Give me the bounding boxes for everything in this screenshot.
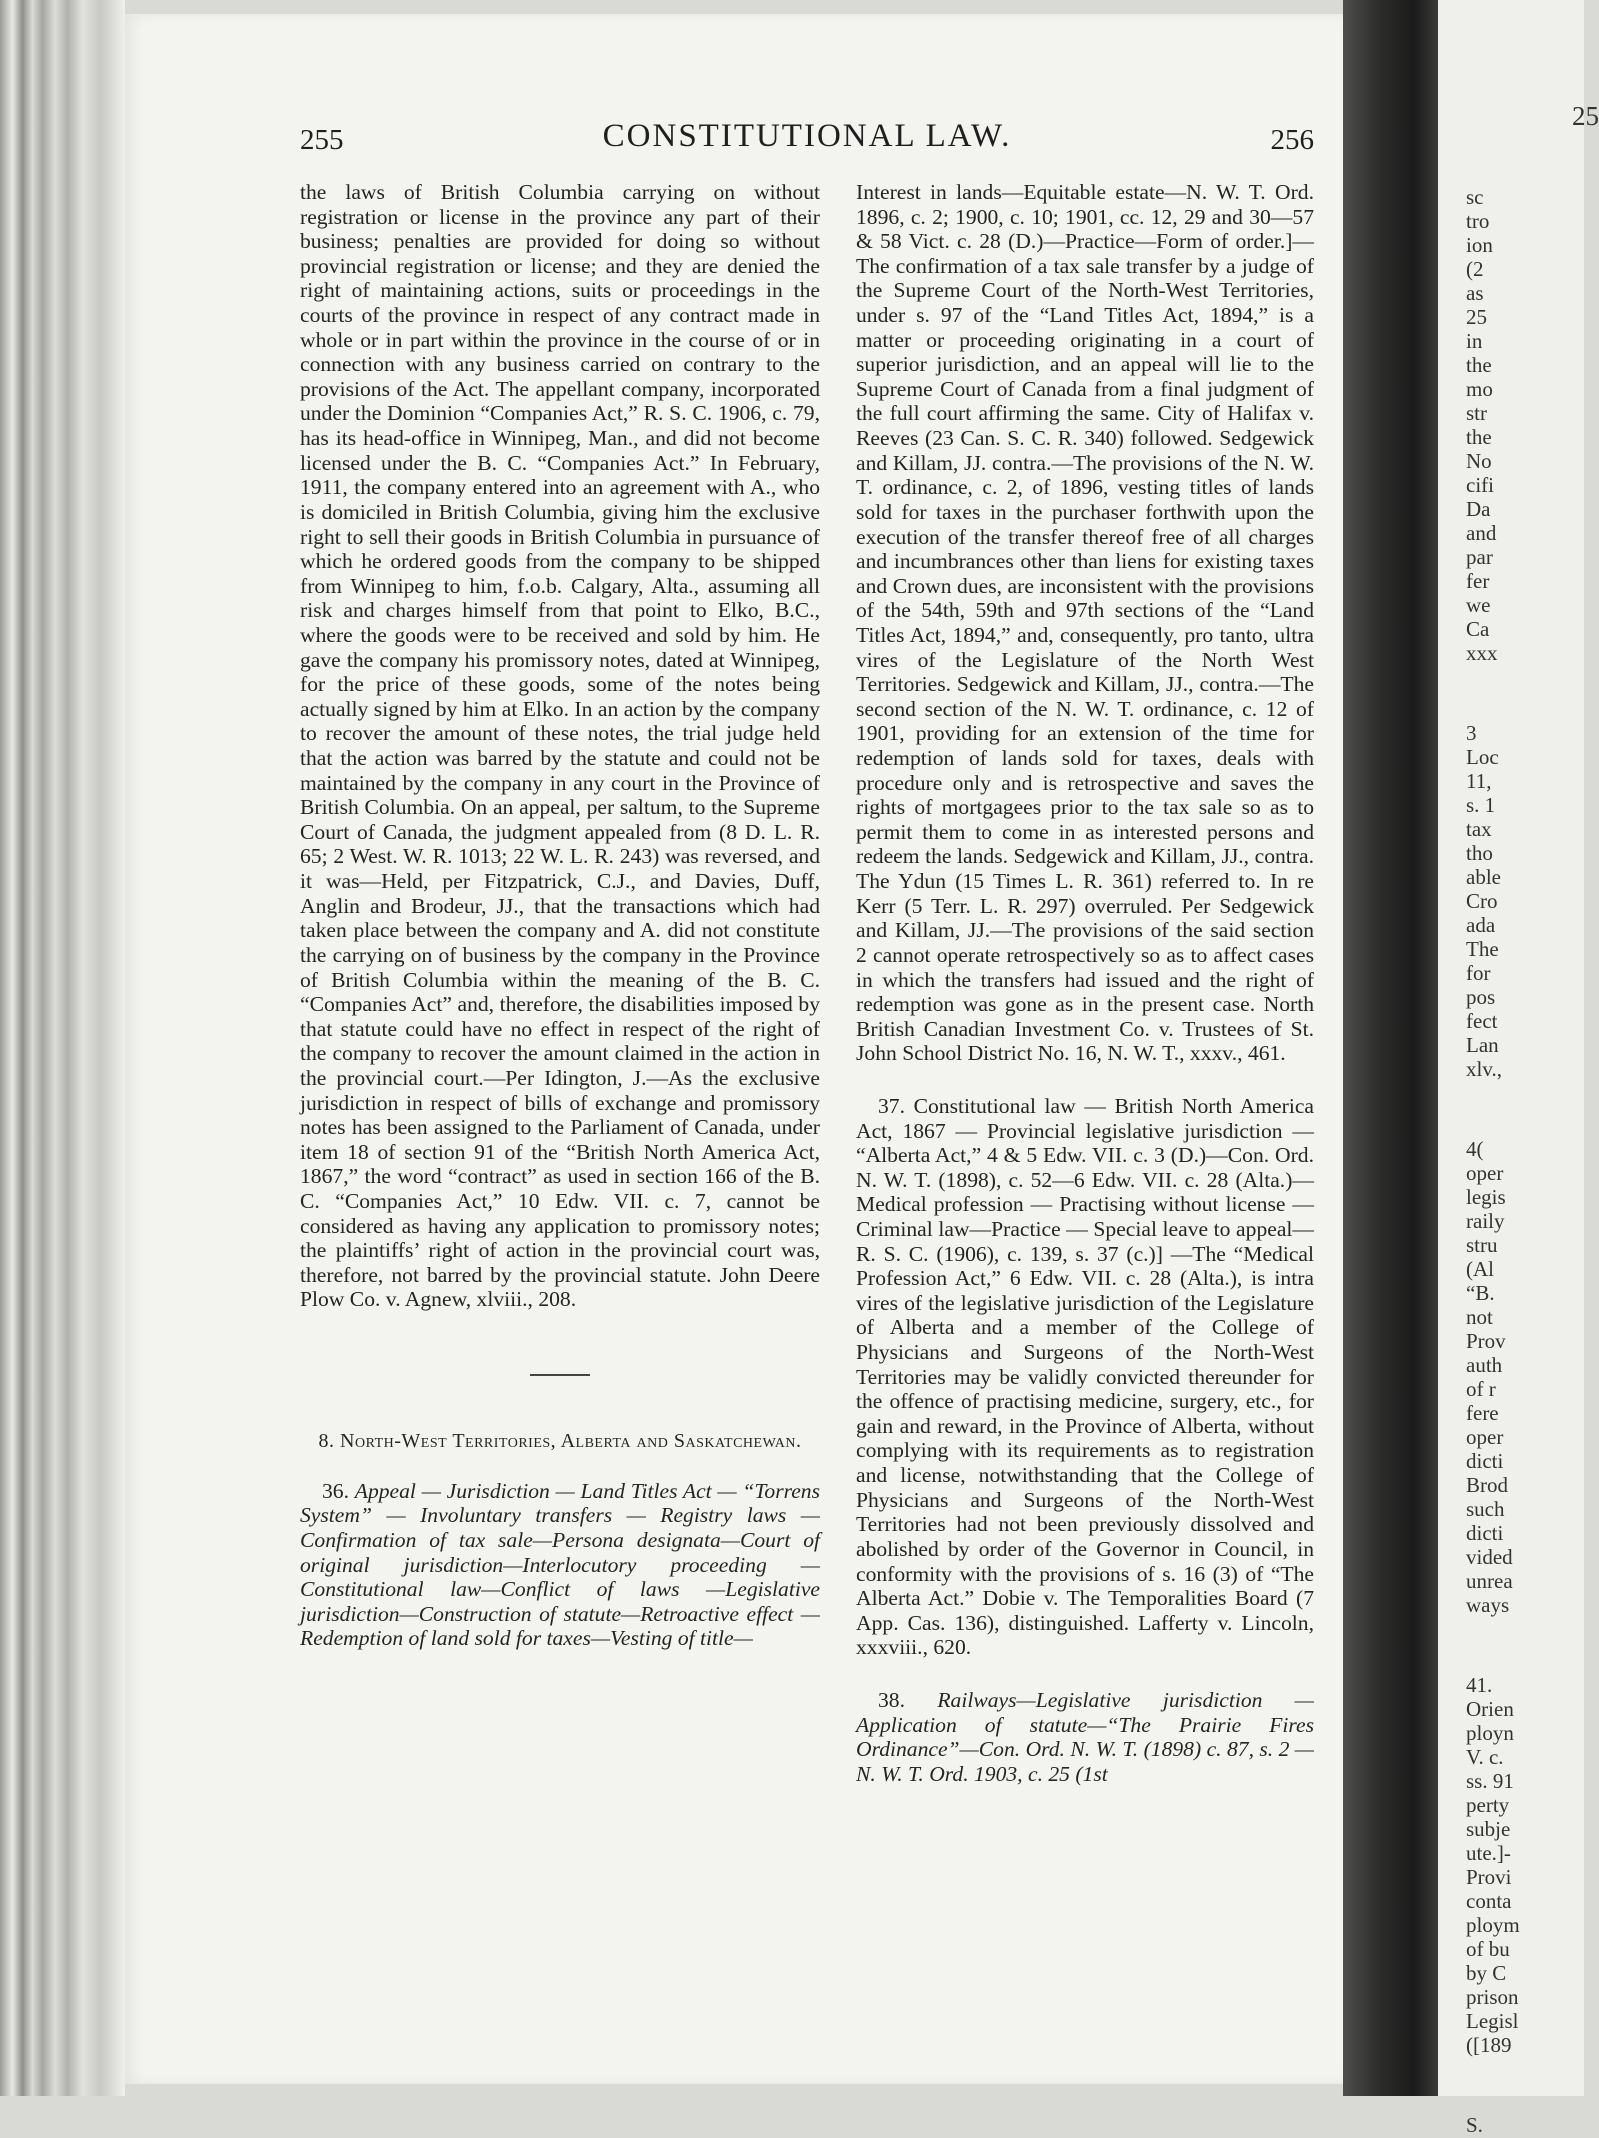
facing-page-line: raily	[1466, 1209, 1505, 1233]
facing-page-line: oper	[1466, 1161, 1504, 1185]
facing-page-line: 25	[1466, 305, 1487, 329]
paragraph-36	[300, 1479, 820, 1651]
headnote-text: Constitutional law — British North America Act, 1867 — Provincial legislative jurisdiction — “Alberta Act,” 4 & 5 Edw. VII. c. 3 (D.)—Con. Ord. N. W. T. (1898), c. 52—6 Edw. VII. c. 28 (Alta.)—Medical profession — Practising without license — Criminal law—Practice — Special leave to appeal—R. S. C. (1906), c. 139, s. 37 (c.)] —The “Medical Profession Act,” 6 Edw. VII. c. 28 (Alta.), is intra vires of the legislative jurisdiction of the Legislature of Alberta and a member of the College of Physicians and Surgeons of the North-West Territories may be validly convicted thereunder for the offence of practising medicine, surgery, etc., for gain and reward, in the Province of Alberta, without complying with its requirements as to registration and license, notwithstanding that the College of Physicians and Surgeons of the North-West Territories had not been previously dissolved and abolished by order of the Governor in Council, in conformity with the provisions of s. 16 (3) of “The Alberta Act.” Dobie v. The Temporalities Board (7 App. Cas. 136), distinguished. Lafferty v. Lincoln, xxxviii., 620.	[856, 1093, 1314, 1660]
facing-page-line: able	[1466, 865, 1501, 889]
facing-page-line: Loc	[1466, 745, 1499, 769]
facing-page-line: unrea	[1466, 1569, 1513, 1593]
facing-page-line: par	[1466, 545, 1493, 569]
facing-page-line: V. c.	[1466, 1745, 1504, 1769]
facing-page-line: tax	[1466, 817, 1492, 841]
facing-page-line: “B.	[1466, 1281, 1495, 1305]
facing-page-line: Prov	[1466, 1329, 1506, 1353]
facing-page-line	[1466, 1618, 1526, 1674]
facing-page-line: pos	[1466, 985, 1496, 1009]
running-title: CONSTITUTIONAL LAW.	[602, 118, 1012, 154]
facing-page-line: S.	[1466, 2113, 1483, 2137]
facing-page-line: Brod	[1466, 1473, 1508, 1497]
facing-page-line: (Al	[1466, 1257, 1494, 1281]
paragraph-38	[856, 1688, 1314, 1786]
facing-page-line: 3	[1466, 721, 1477, 745]
facing-page-line: ada	[1466, 913, 1496, 937]
facing-page-line: Cro	[1466, 889, 1498, 913]
facing-page	[1438, 0, 1599, 2137]
facing-page-line: ways	[1466, 1593, 1510, 1617]
facing-page-line: by C	[1466, 1961, 1507, 1985]
facing-page-line: Legisl	[1466, 2009, 1519, 2033]
paragraph-37	[856, 1094, 1314, 1660]
facing-page-line: Ca	[1466, 617, 1490, 641]
facing-page-line: ss. 91	[1466, 1769, 1514, 1793]
facing-page-line: stru	[1466, 1233, 1498, 1257]
paragraph-36-continued: Interest in lands—Equitable estate—N. W. T. Ord. 1896, c. 2; 1900, c. 10; 1901, cc. 12, 29 and 30—57 & 58 Vict. c. 28 (D.)—Practice—Form of order.]—The confirmation of a tax sale transfer by a judge of the Supreme Court of the North-West Territories, under s. 97 of the “Land Titles Act, 1894,” is a matter or proceeding originating in a court of superior jurisdiction, and an appeal will lie to the Supreme Court of Canada from a final judgment of the full court affirming the same. City of Halifax v. Reeves (23 Can. S. C. R. 340) followed. Sedgewick and Killam, JJ. contra.—The provisions of the N. W. T. ordinance, c. 2, of 1896, vesting titles of lands sold for taxes in the purchaser forthwith upon the execution of the transfer thereof free of all charges and incumbrances other than liens for existing taxes and Crown dues, are inconsistent with the provisions of the 54th, 59th and 97th sections of the “Land Titles Act, 1894,” and, consequently, pro tanto, ultra vires of the Legislature of the North West Territories. Sedgewick and Killam, JJ., contra.—The second section of the N. W. T. ordinance, c. 12 of 1901, providing for an extension of the time for redemption of lands sold for taxes, deals with procedure only and is retrospective and saves the rights of mortgagees prior to the tax sale so as to permit them to come in as interested persons and redeem the lands. Sedgewick and Killam, JJ., contra. The Ydun (15 Times L. R. 361) referred to. In re Kerr (5 Terr. L. R. 297) overruled. Per Sedgewick and Killam, JJ.—The provisions of the said section 2 cannot operate retrospectively so as to affect cases in which the transfers had issued and the right of redemption was gone as in the present case. North British Canadian Investment Co. v. Trustees of St. John School District No. 16, N. W. T., xxxv., 461.	[856, 180, 1314, 1066]
facing-page-line: Lan	[1466, 1033, 1499, 1057]
section-divider	[530, 1374, 590, 1376]
facing-page-line: for	[1466, 961, 1491, 985]
facing-page-line: subje	[1466, 1817, 1511, 1841]
facing-page-line: and	[1466, 521, 1497, 545]
facing-page-line: tho	[1466, 841, 1493, 865]
facing-page-line: the	[1466, 425, 1492, 449]
facing-page-line: 4(	[1466, 1137, 1484, 1161]
facing-page-line: 11,	[1466, 769, 1492, 793]
facing-page-line: xlv.,	[1466, 1057, 1502, 1081]
paragraph-number: 36.	[322, 1478, 349, 1503]
facing-page-line: oper	[1466, 1425, 1504, 1449]
facing-page-line	[1466, 1082, 1526, 1138]
facing-page-line	[1466, 2058, 1526, 2114]
facing-page-line: not	[1466, 1305, 1493, 1329]
paragraph-number: 37.	[878, 1093, 905, 1118]
headnote-text: Railways—Legislative jurisdiction — Application of statute—“The Prairie Fires Ordinance”—Con. Ord. N. W. T. (1898) c. 87, s. 2 — N. W. T. Ord. 1903, c. 25 (1st	[856, 1687, 1314, 1786]
facing-page-line: sc	[1466, 185, 1484, 209]
facing-page-line: Provi	[1466, 1865, 1512, 1889]
facing-page-line: tro	[1466, 209, 1490, 233]
page-number-left: 255	[300, 124, 344, 156]
headnote-text: Appeal — Jurisdiction — Land Titles Act — “Torrens System” — Involuntary transfers — Registry laws — Confirmation of tax sale—Persona designata—Court of original jurisdiction—Interlocutory proceeding — Constitutional law—Conflict of laws —Legislative jurisdiction—Construction of statute—Retroactive effect — Redemption of land sold for taxes—Vesting of title—	[300, 1478, 820, 1651]
section-heading: 8. North-West Territories, Alberta and Saskatchewan.	[318, 1430, 802, 1453]
facing-page-line: Da	[1466, 497, 1491, 521]
page-header	[300, 118, 1314, 166]
facing-page-line: the	[1466, 353, 1492, 377]
facing-page-line: perty	[1466, 1793, 1510, 1817]
facing-page-line: auth	[1466, 1353, 1503, 1377]
book-gutter-shadow	[1343, 0, 1438, 2096]
facing-page-line: ploym	[1466, 1913, 1520, 1937]
facing-page-line: Orien	[1466, 1697, 1514, 1721]
facing-page-line: in	[1466, 329, 1483, 353]
facing-page-number: 25	[1572, 101, 1599, 131]
facing-page-line: vided	[1466, 1545, 1513, 1569]
facing-page-text	[1466, 186, 1526, 2138]
facing-page-line: we	[1466, 593, 1491, 617]
facing-page-line: fer	[1466, 569, 1490, 593]
facing-page-line: of r	[1466, 1377, 1496, 1401]
facing-page-line: str	[1466, 401, 1487, 425]
left-column	[300, 180, 820, 2050]
facing-page-line: dicti	[1466, 1449, 1504, 1473]
paragraph-number: 38.	[878, 1687, 905, 1712]
facing-page-line: fere	[1466, 1401, 1499, 1425]
facing-page-line: 41.	[1466, 1673, 1493, 1697]
facing-page-line: ute.]-	[1466, 1841, 1511, 1865]
facing-page-line: The	[1466, 937, 1499, 961]
right-column	[856, 180, 1314, 2050]
page-number-right: 256	[1270, 124, 1314, 156]
facing-page-line: conta	[1466, 1889, 1512, 1913]
facing-page-line: as	[1466, 281, 1484, 305]
facing-page-line: of bu	[1466, 1937, 1510, 1961]
facing-page-line: ployn	[1466, 1721, 1514, 1745]
facing-page-line: prison	[1466, 1985, 1519, 2009]
facing-page-line: ([189	[1466, 2033, 1512, 2057]
facing-page-line: legis	[1466, 1185, 1506, 1209]
facing-page-line: No	[1466, 449, 1492, 473]
facing-page-line: mo	[1466, 377, 1493, 401]
paragraph-continued: the laws of British Columbia carrying on without registration or license in the province any part of their business; penalties are provided for doing so without provincial registration or license; and they are denied the right of maintaining actions, suits or proceedings in the courts of the province in respect of any contract made in whole or in part within the province in the course of or in connection with any business carried on contrary to the provisions of the Act. The appellant company, incorporated under the Dominion “Companies Act,” R. S. C. 1906, c. 79, has its head-office in Winnipeg, Man., and did not become licensed under the B. C. “Companies Act.” In February, 1911, the company entered into an agreement with A., who is domiciled in British Columbia, giving him the exclusive right to sell their goods in British Columbia in pursuance of which he ordered goods from the company to be shipped from Winnipeg to him, f.o.b. Calgary, Alta., assuming all risk and charges himself from that point to Elko, B.C., where the goods were to be received and sold by him. He gave the company his promissory notes, dated at Winnipeg, for the price of these goods, some of the notes being actually signed by him at Elko. In an action by the company to recover the amount of these notes, the trial judge held that the action was barred by the statute and could not be maintained by the company in any court in the Province of British Columbia. On an appeal, per saltum, to the Supreme Court of Canada, the judgment appealed from (8 D. L. R. 65; 2 West. W. R. 1013; 22 W. L. R. 243) was reversed, and it was—Held, per Fitzpatrick, C.J., and Davies, Duff, Anglin and Brodeur, JJ., that the transactions which had taken place between the company and A. did not constitute the carrying on of business by the company in the Province of British Columbia within the meaning of the B. C. “Companies Act” and, therefore, the disabilities imposed by that statute could have no effect in respect of the right of the company to recover the amount claimed in the action in the provincial court.—Per Idington, J.—As the exclusive jurisdiction in respect of bills of exchange and promissory notes has been assigned to the Parliament of Canada, under item 18 of section 91 of the “British North America Act, 1867,” the word “contract” as used in section 166 of the B. C. “Companies Act,” 10 Edw. VII. c. 7, cannot be considered as having any application to promissory notes; the plaintiffs’ right of action in the provincial court was, therefore, not barred by the provincial statute. John Deere Plow Co. v. Agnew, xlviii., 208.	[300, 180, 820, 1312]
facing-page-line: cifi	[1466, 473, 1494, 497]
facing-page-line	[1466, 666, 1526, 722]
book-spine-edge	[0, 0, 125, 2096]
facing-page-line: (2	[1466, 257, 1484, 281]
facing-page-line: fect	[1466, 1009, 1498, 1033]
facing-page-line: such	[1466, 1497, 1505, 1521]
facing-page-line: xxx	[1466, 641, 1498, 665]
facing-page-line: s. 1	[1466, 793, 1496, 817]
facing-page-line: ion	[1466, 233, 1493, 257]
facing-page-line: dicti	[1466, 1521, 1504, 1545]
